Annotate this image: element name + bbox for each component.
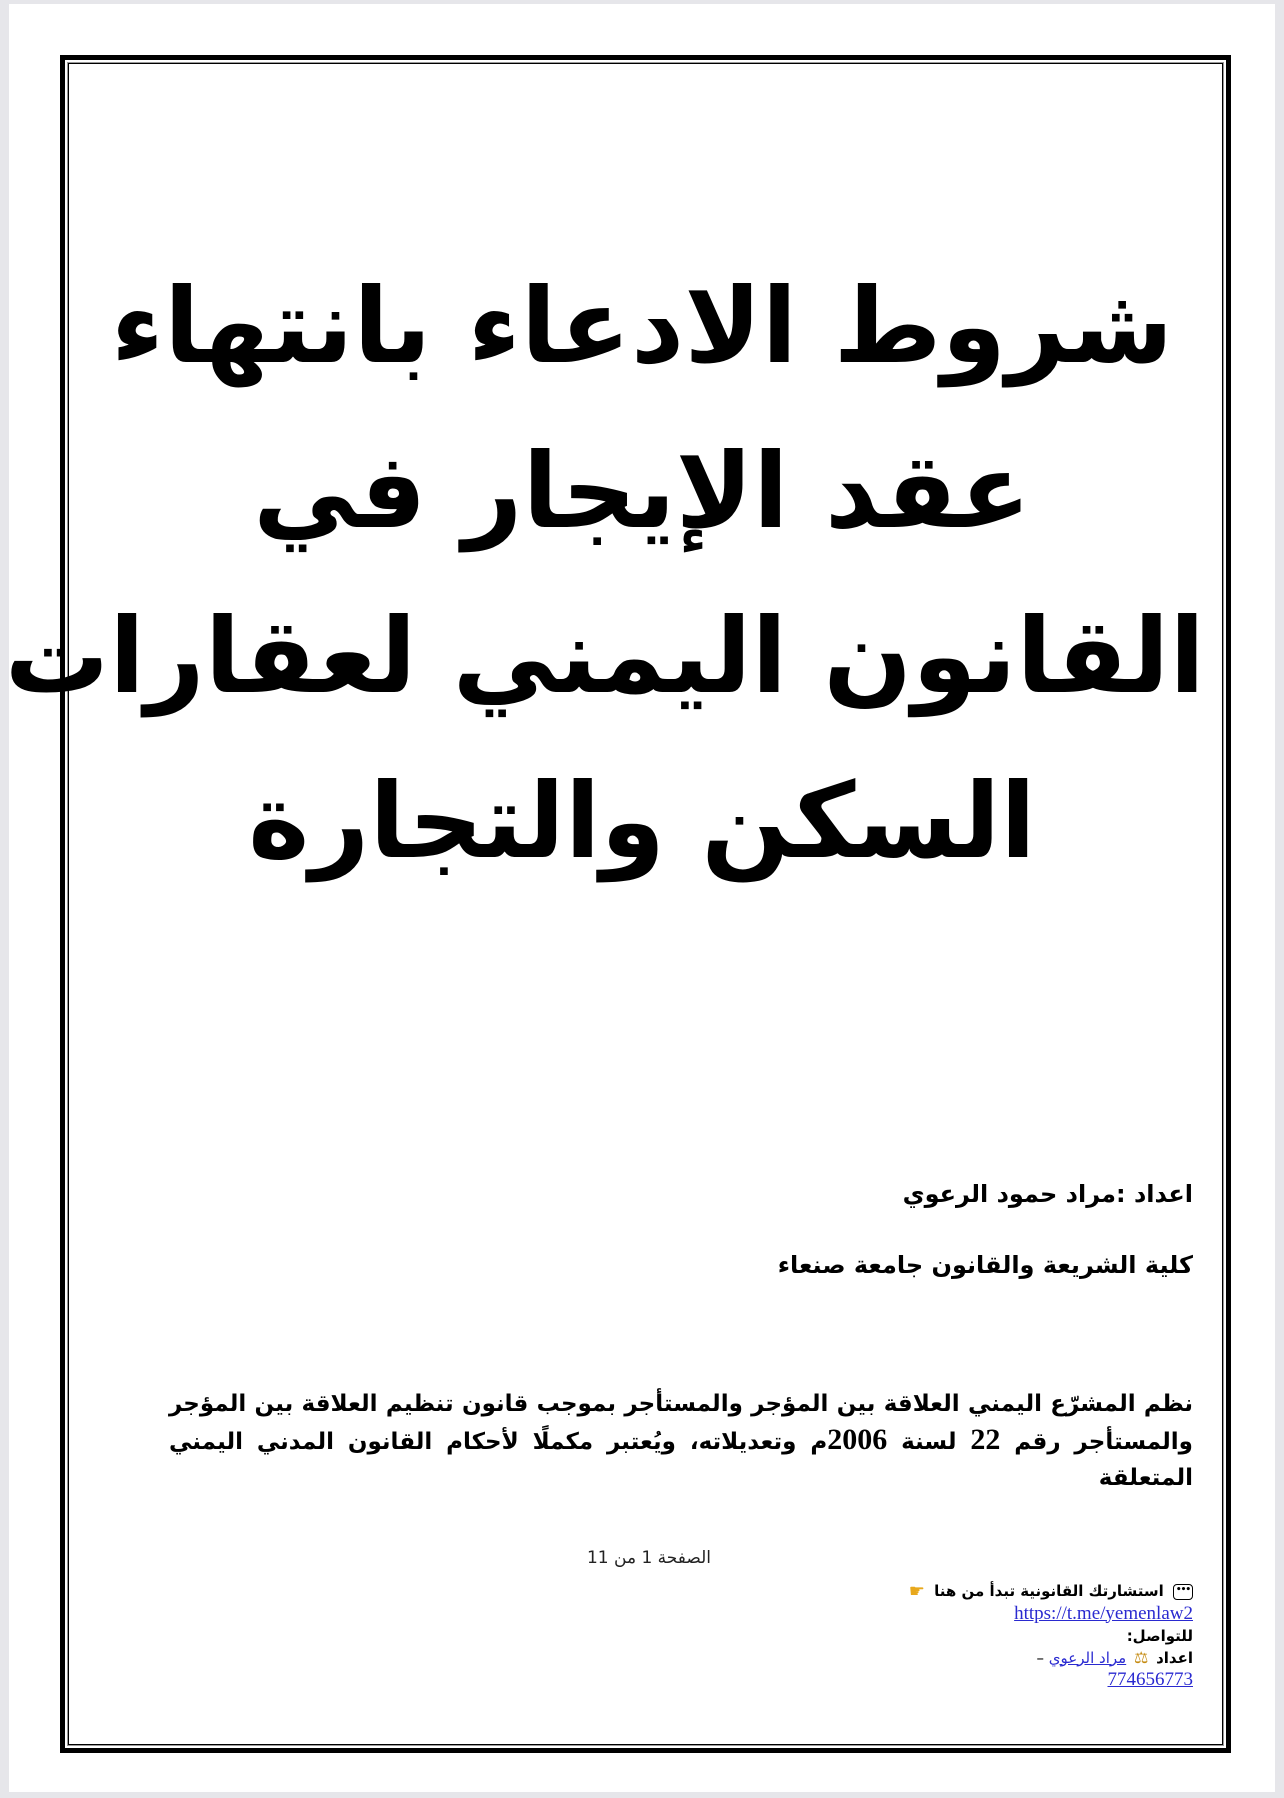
dash-separator: – <box>1036 1648 1045 1667</box>
contact-label: للتواصل: <box>1126 1626 1193 1645</box>
institution-line: كلية الشريعة والقانون جامعة صنعاء <box>777 1251 1193 1279</box>
law-year: 2006 <box>827 1423 888 1456</box>
intro-text-part3: م وتعديلاته، ويُعتبر مكملًا لأحكام القانون المدني اليمني المتعلقة <box>169 1429 1193 1491</box>
footer-cta-row <box>909 1580 1193 1603</box>
pointing-hand-icon: ☛ <box>908 1580 925 1602</box>
footer-phone-row <box>909 1669 1193 1691</box>
author-line: اعداد :مراد حمود الرعوي <box>902 1180 1193 1208</box>
telegram-link[interactable]: https://t.me/yemenlaw2 <box>1014 1602 1193 1624</box>
balance-scale-icon: ⚖ <box>1133 1648 1149 1667</box>
title-line-3: القانون اليمني لعقارات <box>4 595 1205 717</box>
document-page <box>4 4 1275 1792</box>
intro-text-part1: نظم المشرّع اليمني العلاقة بين المؤجر والمستأجر بموجب قانون تنظيم العلاقة بين المؤجر والمستأجر رقم <box>169 1391 1193 1455</box>
intro-text-part2: لسنة <box>887 1429 971 1455</box>
phone-link[interactable]: 774656773 <box>1107 1669 1193 1690</box>
title-line-2: عقد الإيجار في <box>253 430 1031 552</box>
speech-bubble-icon: ••• <box>1173 1584 1193 1600</box>
intro-paragraph <box>169 1386 1193 1496</box>
footer-contact <box>909 1580 1193 1691</box>
footer-author-row <box>909 1647 1193 1670</box>
prepared-by-label: اعداد <box>1156 1648 1193 1667</box>
title-line-4: السكن والتجارة <box>248 760 1036 882</box>
title-line-1: شروط الادعاء بانتهاء <box>110 265 1174 387</box>
footer-cta-text: استشارتك القانونية تبدأ من هنا <box>934 1582 1164 1600</box>
document-title <box>4 244 1205 904</box>
law-number: 22 <box>970 1423 1001 1456</box>
footer-url-row <box>909 1603 1193 1625</box>
author-link[interactable]: مراد الرعوي <box>1048 1648 1127 1667</box>
page-number: الصفحة 1 من 11 <box>586 1548 712 1568</box>
